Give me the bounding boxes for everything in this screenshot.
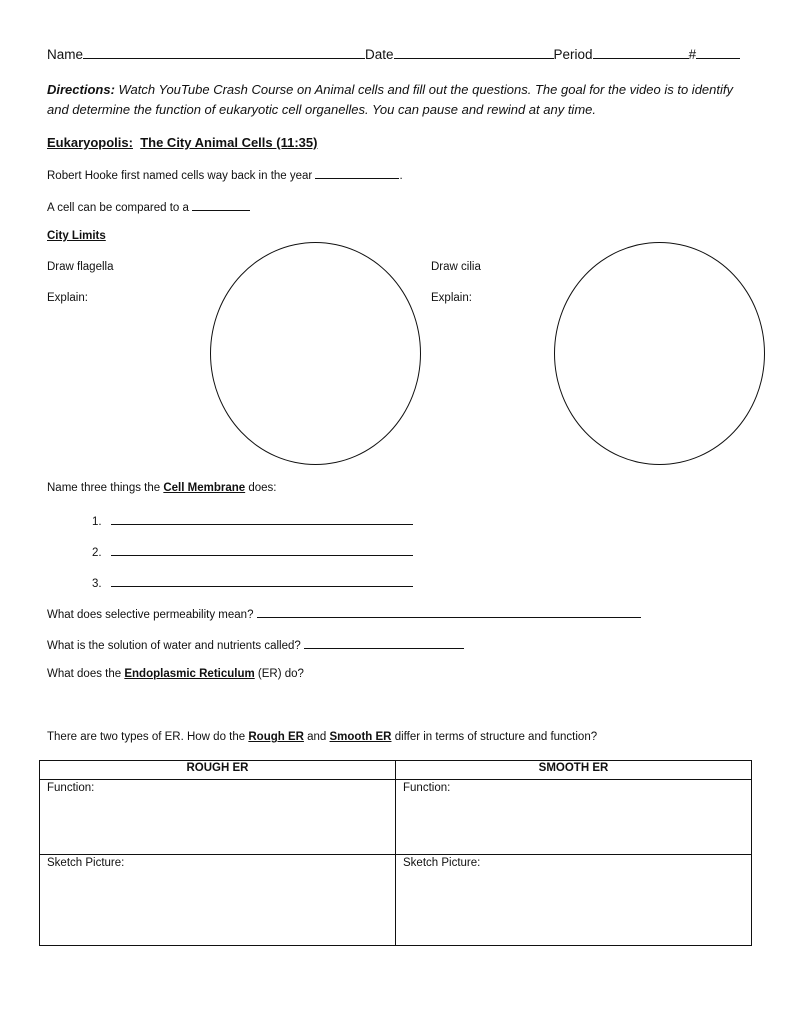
draw-cilia-label: Draw cilia (431, 261, 481, 273)
table-row (40, 855, 752, 946)
rough-er-term: Rough ER (248, 731, 304, 743)
number-label: # (688, 47, 697, 62)
question-membrane-post: does: (245, 482, 277, 494)
header-line (47, 46, 740, 62)
question-permeability-text: What does selective permeability mean? (47, 609, 254, 621)
question-hooke-end: . (399, 170, 403, 182)
membrane-answer-3[interactable] (111, 574, 413, 587)
question-er-types-pre: There are two types of ER. How do the (47, 731, 249, 743)
period-label: Period (553, 47, 593, 62)
smooth-er-sketch-cell[interactable]: Sketch Picture: (396, 855, 752, 946)
section-title (47, 135, 317, 150)
number-field[interactable] (696, 46, 740, 59)
rough-er-header: ROUGH ER (40, 761, 396, 780)
name-field[interactable] (83, 46, 365, 59)
membrane-answer-2[interactable] (111, 543, 413, 556)
solution-field[interactable] (304, 636, 464, 649)
explain-right-label: Explain: (431, 292, 472, 304)
directions-label: Directions: (47, 82, 115, 97)
question-membrane-pre: Name three things the (47, 482, 164, 494)
date-label: Date (365, 47, 394, 62)
question-er (47, 668, 304, 680)
flagella-drawing-circle[interactable] (210, 242, 421, 465)
draw-flagella-label: Draw flagella (47, 261, 114, 273)
permeability-field[interactable] (257, 605, 641, 618)
date-field[interactable] (394, 46, 554, 59)
question-compare-text: A cell can be compared to a (47, 202, 189, 214)
section-title-part2: The City Animal Cells (11:35) (140, 135, 318, 150)
er-comparison-table (39, 760, 752, 946)
list-item (92, 543, 413, 559)
hooke-year-field[interactable] (315, 166, 399, 179)
list-number: 3. (92, 578, 102, 590)
question-er-types (47, 731, 597, 743)
compare-field[interactable] (192, 198, 250, 211)
list-number: 2. (92, 547, 102, 559)
list-number: 1. (92, 516, 102, 528)
question-membrane (47, 482, 276, 494)
cilia-drawing-circle[interactable] (554, 242, 765, 465)
table-header-row (40, 761, 752, 780)
section-title-part1: Eukaryopolis: (47, 135, 133, 150)
list-item (92, 512, 413, 528)
question-er-types-post: differ in terms of structure and function? (391, 731, 598, 743)
question-solution (47, 636, 464, 652)
question-permeability (47, 605, 641, 621)
question-hooke-text: Robert Hooke first named cells way back in the year (47, 170, 313, 182)
city-limits-heading: City Limits (47, 230, 106, 242)
question-er-types-and: and (303, 731, 330, 743)
question-er-post: (ER) do? (254, 668, 304, 680)
directions (47, 80, 747, 120)
smooth-er-function-cell[interactable]: Function: (396, 780, 752, 855)
rough-er-sketch-cell[interactable]: Sketch Picture: (40, 855, 396, 946)
smooth-er-header: SMOOTH ER (396, 761, 752, 780)
membrane-answer-1[interactable] (111, 512, 413, 525)
explain-left-label: Explain: (47, 292, 88, 304)
name-label: Name (47, 47, 84, 62)
period-field[interactable] (593, 46, 689, 59)
question-hooke (47, 166, 403, 182)
rough-er-function-cell[interactable]: Function: (40, 780, 396, 855)
cell-membrane-term: Cell Membrane (163, 482, 246, 494)
er-term: Endoplasmic Reticulum (124, 668, 255, 680)
question-compare (47, 198, 250, 214)
smooth-er-term: Smooth ER (329, 731, 392, 743)
question-er-pre: What does the (47, 668, 125, 680)
table-row (40, 780, 752, 855)
question-solution-text: What is the solution of water and nutrients called? (47, 640, 301, 652)
list-item (92, 574, 413, 590)
directions-text: Watch YouTube Crash Course on Animal cells and fill out the questions. The goal for the video is to identify and determine the function of eukaryotic cell organelles. You can pause and rewind at any time. (47, 82, 733, 117)
